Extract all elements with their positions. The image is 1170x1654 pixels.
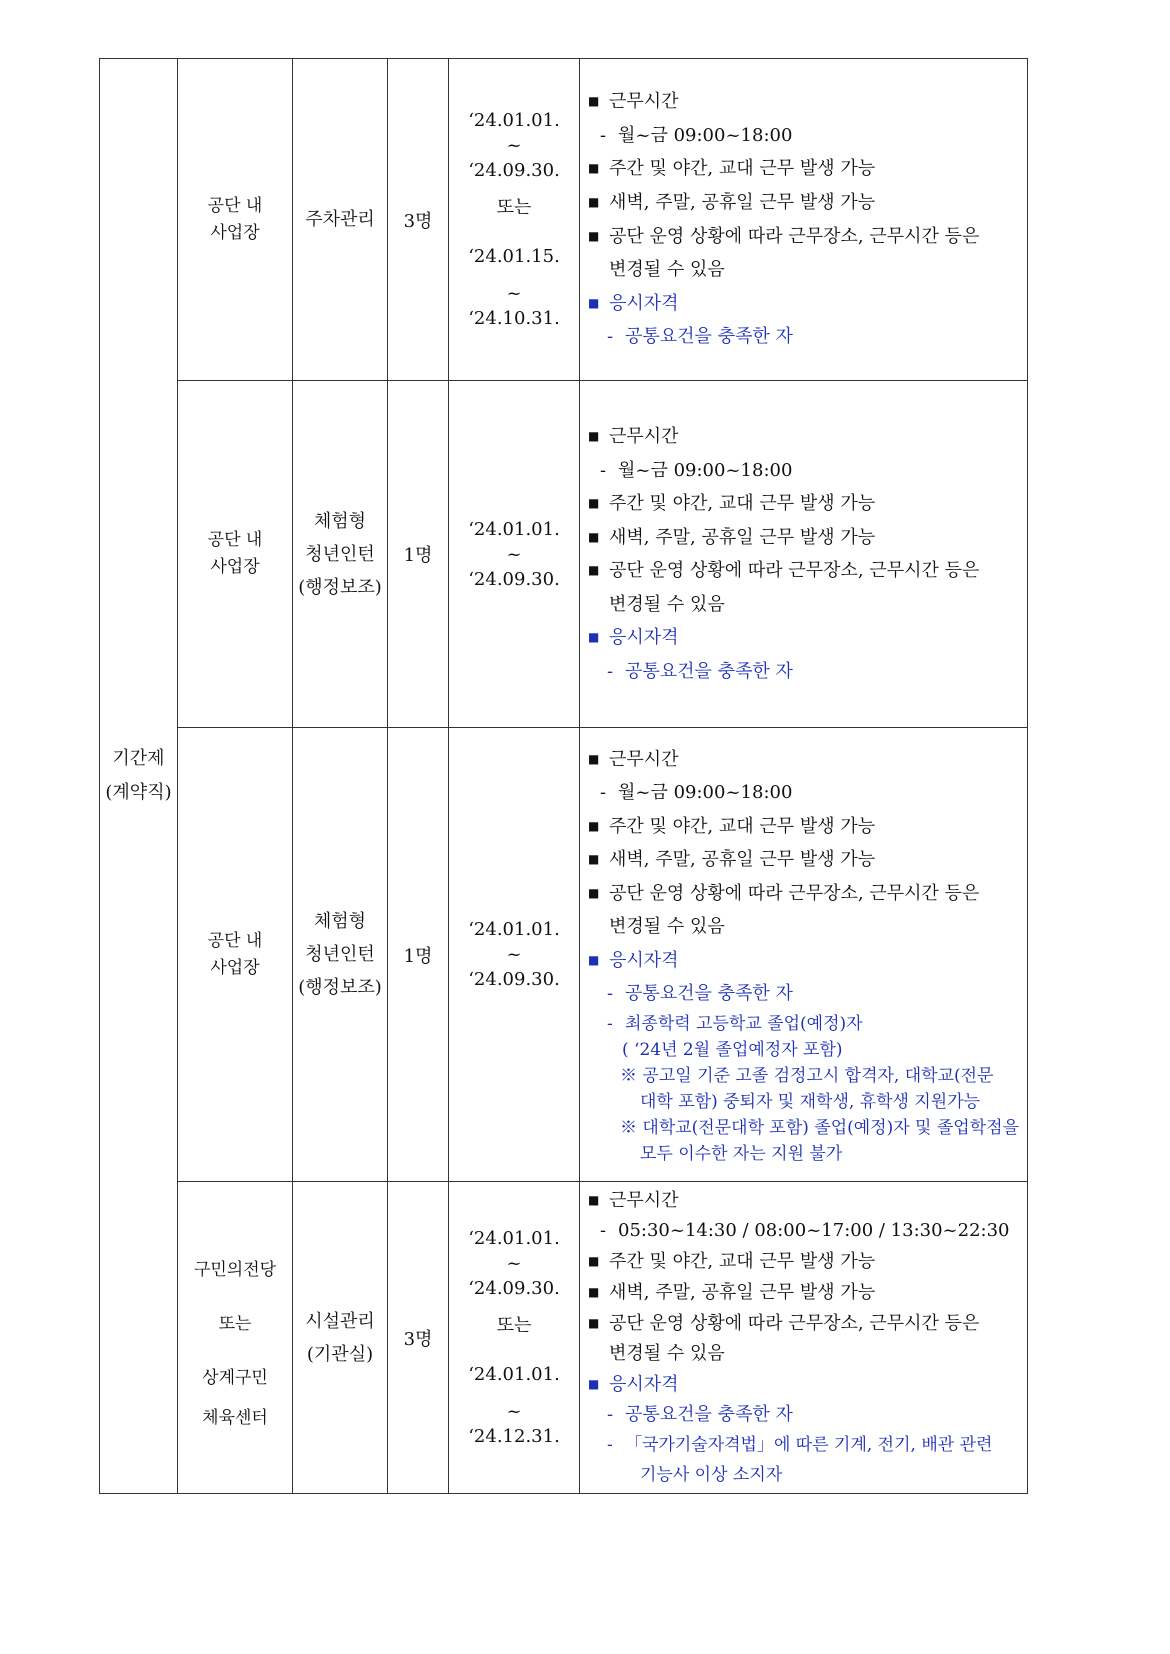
square-bullet-icon: ■ — [588, 1377, 600, 1391]
detail-text: 공단 운영 상황에 따라 근무장소, 근무시간 등은 — [609, 225, 980, 247]
detail-line — [588, 186, 1027, 220]
square-bullet-icon: ■ — [588, 496, 600, 510]
square-bullet-icon: ■ — [588, 1316, 600, 1330]
details-list — [580, 743, 1027, 1167]
detail-line — [588, 843, 1027, 877]
detail-line — [588, 1339, 1027, 1369]
detail-line — [588, 1400, 1027, 1430]
detail-line — [588, 287, 1027, 321]
detail-line — [588, 621, 1027, 655]
period-line: ‘24.12.31. — [468, 1426, 560, 1447]
square-bullet-icon: ■ — [588, 751, 600, 766]
detail-text: 주간 및 야간, 교대 근무 발생 가능 — [609, 1251, 876, 1272]
table-row — [100, 59, 1028, 381]
detail-line — [588, 1089, 1027, 1115]
detail-line — [588, 253, 1027, 287]
detail-text: 응시자격 — [609, 1374, 679, 1395]
detail-text: 응시자격 — [609, 949, 679, 971]
table-row — [100, 381, 1028, 728]
job-cell — [293, 1182, 388, 1494]
dash-marker: - — [607, 983, 614, 1004]
detail-text: 공통요건을 충족한 자 — [625, 660, 793, 682]
headcount-cell: 3명 — [388, 1182, 449, 1494]
detail-text: 새벽, 주말, 공휴일 근무 발생 가능 — [609, 849, 876, 870]
detail-text: 새벽, 주말, 공휴일 근무 발생 가능 — [609, 191, 876, 213]
period-line: ‘24.01.01. — [468, 1228, 560, 1249]
detail-text: 변경될 수 있음 — [609, 916, 725, 937]
detail-text: 새벽, 주말, 공휴일 근무 발생 가능 — [609, 1282, 876, 1303]
detail-text: ※ 대학교(전문대학 포함) 졸업(예정)자 및 졸업학점을 — [620, 1117, 1019, 1138]
detail-text: 공단 운영 상황에 따라 근무장소, 근무시간 등은 — [609, 1313, 980, 1334]
detail-text: 공통요건을 충족한 자 — [625, 1404, 793, 1425]
detail-text: 최종학력 고등학교 졸업(예정)자 — [625, 1013, 863, 1034]
period-line: ‘24.09.30. — [468, 160, 560, 181]
period-cell — [449, 59, 580, 381]
job-label: 체험형 — [313, 510, 367, 532]
job-cell — [293, 59, 388, 381]
place-cell — [178, 1182, 293, 1494]
detail-text: 모두 이수한 자는 지원 불가 — [640, 1143, 843, 1164]
detail-line — [588, 420, 1027, 454]
detail-text: 주간 및 야간, 교대 근무 발생 가능 — [609, 493, 876, 514]
detail-line — [588, 1037, 1027, 1063]
place-cell — [178, 381, 293, 728]
square-bullet-icon: ■ — [588, 429, 600, 443]
square-bullet-icon: ■ — [588, 1254, 600, 1268]
place-label: 또는 — [218, 1314, 252, 1334]
period-line: ~ — [506, 135, 522, 156]
detail-line — [588, 655, 1027, 689]
period-line: ‘24.10.31. — [468, 308, 560, 329]
period-line: ‘24.09.30. — [468, 568, 560, 590]
detail-text: 주간 및 야간, 교대 근무 발생 가능 — [609, 815, 876, 837]
detail-text: 월~금 09:00~18:00 — [618, 459, 793, 481]
square-bullet-icon: ■ — [588, 1193, 600, 1207]
detail-text: 응시자격 — [609, 627, 679, 648]
period-line: 또는 — [496, 1315, 532, 1336]
detail-line — [588, 85, 1027, 119]
detail-text: 변경될 수 있음 — [609, 593, 725, 615]
square-bullet-icon: ■ — [588, 295, 600, 310]
period-cell — [449, 381, 580, 728]
job-label: 시설관리 — [305, 1310, 375, 1332]
detail-line — [588, 1115, 1027, 1141]
square-bullet-icon: ■ — [588, 228, 600, 243]
job-label: (행정보조) — [298, 576, 382, 598]
detail-text: 응시자격 — [609, 292, 679, 314]
detail-line — [588, 152, 1027, 186]
details-cell — [580, 59, 1028, 381]
square-bullet-icon: ■ — [588, 563, 600, 577]
square-bullet-icon: ■ — [588, 630, 600, 644]
detail-line — [588, 1430, 1027, 1460]
detail-text: ※ 공고일 기준 고졸 검정고시 합격자, 대학교(전문 — [620, 1065, 994, 1086]
detail-text: 주간 및 야간, 교대 근무 발생 가능 — [609, 158, 876, 180]
place-label: 체육센터 — [202, 1408, 268, 1428]
period-line: ‘24.01.01. — [468, 919, 560, 940]
table-row — [100, 1182, 1028, 1494]
job-label: 청년인턴 — [305, 944, 375, 965]
detail-line — [588, 1216, 1027, 1246]
square-bullet-icon: ■ — [588, 885, 600, 900]
category-label: (계약직) — [105, 782, 172, 803]
detail-line — [588, 1308, 1027, 1339]
job-cell — [293, 728, 388, 1182]
detail-line — [588, 521, 1027, 555]
place-label: 사업장 — [210, 957, 260, 978]
details-cell — [580, 728, 1028, 1182]
detail-line — [588, 977, 1027, 1011]
detail-text: 근무시간 — [609, 426, 679, 447]
headcount-cell: 1명 — [388, 381, 449, 728]
square-bullet-icon: ■ — [588, 818, 600, 833]
detail-line — [588, 1011, 1027, 1037]
detail-line — [588, 810, 1027, 844]
detail-line — [588, 119, 1027, 153]
headcount-cell: 3명 — [388, 59, 449, 381]
job-label: (행정보조) — [298, 977, 382, 998]
detail-line — [588, 743, 1027, 777]
square-bullet-icon: ■ — [588, 94, 600, 109]
detail-text: 05:30~14:30 / 08:00~17:00 / 13:30~22:30 — [618, 1220, 1010, 1241]
period-line: ‘24.09.30. — [468, 969, 560, 990]
square-bullet-icon: ■ — [588, 952, 600, 967]
detail-line — [588, 776, 1027, 810]
period-line: ‘24.01.01. — [468, 110, 560, 131]
period-line: ~ — [506, 1401, 522, 1422]
dash-marker: - — [607, 1404, 614, 1425]
job-label: 체험형 — [313, 911, 367, 932]
dash-marker: - — [607, 1435, 613, 1455]
details-cell — [580, 381, 1028, 728]
place-label: 공단 내 — [207, 930, 263, 951]
square-bullet-icon: ■ — [588, 194, 600, 209]
detail-line — [588, 1141, 1027, 1167]
detail-text: 대학 포함) 중퇴자 및 재학생, 휴학생 지원가능 — [640, 1091, 981, 1112]
detail-text: 「국가기술자격법」에 따른 기계, 전기, 배관 관련 — [625, 1435, 993, 1455]
job-cell — [293, 381, 388, 728]
detail-line — [588, 320, 1027, 354]
dash-marker: - — [607, 1013, 613, 1034]
detail-text: 변경될 수 있음 — [609, 259, 725, 281]
period-line: ‘24.01.01. — [468, 1364, 560, 1385]
place-label: 상계구민 — [202, 1368, 268, 1388]
detail-line — [588, 1246, 1027, 1277]
job-label: 주차관리 — [305, 209, 375, 230]
category-cell — [100, 59, 178, 1494]
detail-text: 공단 운영 상황에 따라 근무장소, 근무시간 등은 — [609, 560, 980, 581]
detail-line — [588, 910, 1027, 944]
detail-text: 새벽, 주말, 공휴일 근무 발생 가능 — [609, 526, 876, 548]
job-label: 청년인턴 — [305, 543, 375, 565]
detail-line — [588, 1369, 1027, 1400]
period-line: ~ — [506, 1253, 522, 1274]
detail-text: 공단 운영 상황에 따라 근무장소, 근무시간 등은 — [609, 882, 980, 904]
square-bullet-icon: ■ — [588, 161, 600, 176]
period-line: ~ — [506, 283, 522, 304]
detail-line — [588, 1185, 1027, 1216]
detail-line — [588, 944, 1027, 978]
detail-line — [588, 487, 1027, 521]
detail-line — [588, 1277, 1027, 1308]
details-list — [580, 1185, 1027, 1490]
detail-line — [588, 1063, 1027, 1089]
place-cell — [178, 728, 293, 1182]
period-line: ~ — [506, 543, 522, 565]
detail-text: 월~금 09:00~18:00 — [618, 124, 793, 146]
square-bullet-icon: ■ — [588, 1285, 600, 1299]
detail-line — [588, 220, 1027, 254]
detail-text: ( ‘24년 2월 졸업예정자 포함) — [622, 1039, 843, 1060]
place-label: 공단 내 — [207, 530, 263, 550]
job-label: (기관실) — [306, 1343, 374, 1365]
table-row — [100, 728, 1028, 1182]
dash-marker: - — [600, 1220, 607, 1241]
dash-marker: - — [600, 459, 607, 481]
detail-text: 공통요건을 충족한 자 — [625, 983, 793, 1004]
square-bullet-icon: ■ — [588, 529, 600, 544]
recruitment-table — [99, 58, 1028, 1494]
detail-line — [588, 588, 1027, 622]
details-list — [580, 85, 1027, 354]
dash-marker: - — [607, 326, 614, 348]
detail-text: 변경될 수 있음 — [609, 1343, 725, 1364]
period-cell — [449, 728, 580, 1182]
dash-marker: - — [607, 660, 614, 682]
detail-text: 근무시간 — [609, 1190, 679, 1211]
detail-text: 월~금 09:00~18:00 — [618, 782, 793, 803]
headcount-cell: 1명 — [388, 728, 449, 1182]
period-line: 또는 — [496, 197, 532, 218]
period-line: ‘24.01.15. — [468, 246, 560, 267]
detail-text: 기능사 이상 소지자 — [640, 1465, 783, 1485]
place-label: 사업장 — [210, 557, 260, 577]
place-label: 사업장 — [210, 222, 260, 243]
period-line: ‘24.09.30. — [468, 1278, 560, 1299]
period-line: ~ — [506, 944, 522, 965]
category-label: 기간제 — [112, 748, 165, 769]
period-line: ‘24.01.01. — [468, 518, 560, 540]
place-label: 공단 내 — [207, 195, 263, 216]
square-bullet-icon: ■ — [588, 852, 600, 866]
place-cell — [178, 59, 293, 381]
detail-line — [588, 554, 1027, 588]
detail-line — [588, 877, 1027, 911]
details-cell — [580, 1182, 1028, 1494]
detail-text: 공통요건을 충족한 자 — [625, 326, 793, 348]
details-list — [580, 420, 1027, 688]
detail-text: 근무시간 — [609, 748, 679, 770]
dash-marker: - — [600, 124, 607, 146]
place-label: 구민의전당 — [193, 1260, 277, 1280]
dash-marker: - — [600, 782, 607, 803]
detail-line — [588, 454, 1027, 488]
detail-text: 근무시간 — [609, 91, 679, 113]
period-cell — [449, 1182, 580, 1494]
detail-line — [588, 1460, 1027, 1490]
